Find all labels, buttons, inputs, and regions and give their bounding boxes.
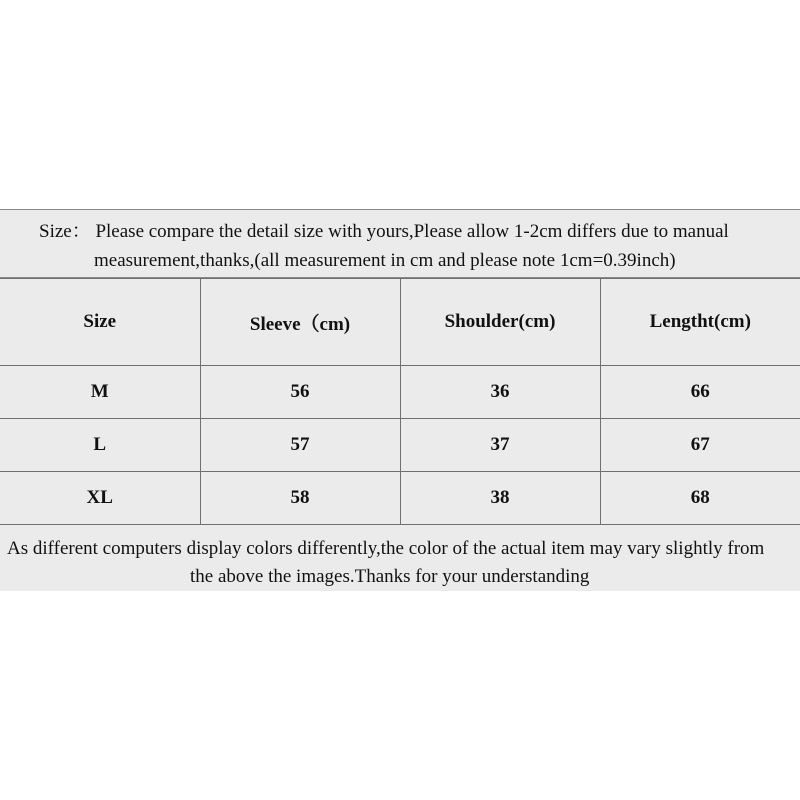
size-note-line-2: measurement,thanks,(all measurement in cm and please note 1cm=0.39inch) <box>94 250 676 271</box>
size-chart-panel <box>0 209 800 591</box>
size-note-line-1: Size： Please compare the detail size with yours,Please allow 1-2cm differs due to manual <box>39 221 729 242</box>
header-sleeve: Sleeve（cm) <box>200 279 400 366</box>
size-table <box>0 278 800 525</box>
header-shoulder: Shoulder(cm) <box>400 279 600 366</box>
header-length: Lengtht(cm) <box>600 279 800 366</box>
disclaimer-line-2: the above the images.Thanks for your understanding <box>190 566 590 587</box>
cell-sleeve: 58 <box>200 472 400 525</box>
cell-shoulder: 38 <box>400 472 600 525</box>
cell-shoulder: 36 <box>400 366 600 419</box>
size-note <box>0 209 800 278</box>
table-row <box>0 472 800 525</box>
cell-size: XL <box>0 472 200 525</box>
color-disclaimer <box>0 529 800 591</box>
table-header-row <box>0 279 800 366</box>
header-size: Size <box>0 279 200 366</box>
cell-length: 67 <box>600 419 800 472</box>
table-row <box>0 366 800 419</box>
cell-length: 66 <box>600 366 800 419</box>
cell-length: 68 <box>600 472 800 525</box>
cell-size: L <box>0 419 200 472</box>
cell-size: M <box>0 366 200 419</box>
disclaimer-line-1: As different computers display colors differently,the color of the actual item may vary slightly from <box>7 538 765 559</box>
table-row <box>0 419 800 472</box>
cell-sleeve: 56 <box>200 366 400 419</box>
cell-sleeve: 57 <box>200 419 400 472</box>
cell-shoulder: 37 <box>400 419 600 472</box>
